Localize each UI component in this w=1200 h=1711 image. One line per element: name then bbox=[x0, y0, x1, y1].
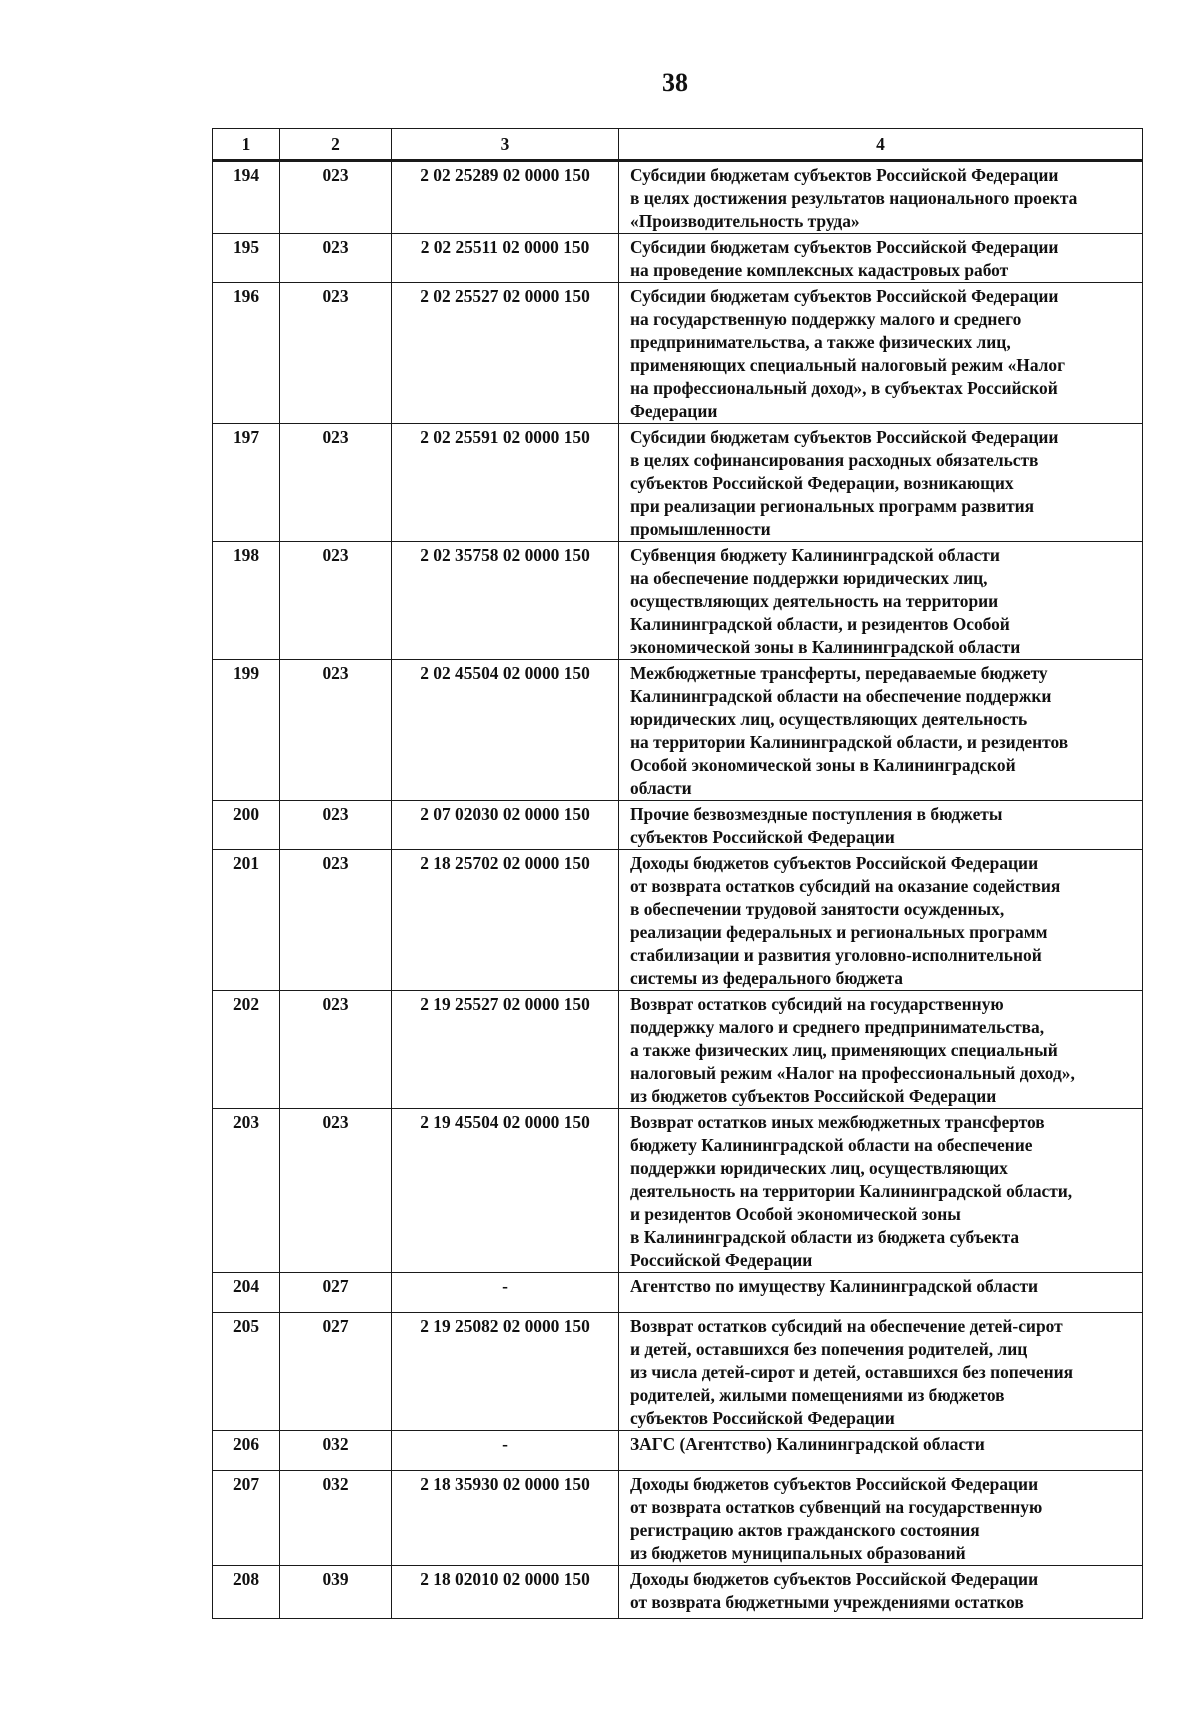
description-line: из бюджетов субъектов Российской Федерации bbox=[630, 1086, 997, 1106]
description-line: родителей, жилыми помещениями из бюджетов bbox=[630, 1385, 1005, 1405]
description-line: предпринимательства, а также физических лиц, bbox=[630, 332, 1011, 352]
table-row bbox=[213, 850, 1143, 991]
description-line: поддержку малого и среднего предпринимательства, bbox=[630, 1017, 1045, 1037]
revenue-code-cell: 2 02 25511 02 0000 150 bbox=[392, 234, 619, 283]
description-line: применяющих специальный налоговый режим «Налог bbox=[630, 355, 1066, 375]
description-line: Межбюджетные трансферты, передаваемые бюджету bbox=[630, 663, 1048, 683]
description-line: Доходы бюджетов субъектов Российской Федерации bbox=[630, 1474, 1039, 1494]
description-line: налоговый режим «Налог на профессиональный доход», bbox=[630, 1063, 1075, 1083]
description-line: Калининградской области на обеспечение поддержки bbox=[630, 686, 1052, 706]
table-row bbox=[213, 660, 1143, 801]
description-line: Калининградской области, и резидентов Особой bbox=[630, 614, 1010, 634]
admin-code-cell: 023 bbox=[280, 542, 392, 660]
description-line: «Производительность труда» bbox=[630, 211, 860, 231]
row-number-cell: 198 bbox=[213, 542, 280, 660]
description-cell bbox=[619, 424, 1143, 542]
column-header-1: 1 bbox=[213, 129, 280, 161]
admin-code-cell: 039 bbox=[280, 1566, 392, 1619]
description-line: на проведение комплексных кадастровых работ bbox=[630, 260, 1009, 280]
admin-code-cell: 027 bbox=[280, 1313, 392, 1431]
revenue-code-cell: 2 07 02030 02 0000 150 bbox=[392, 801, 619, 850]
admin-code-cell: 023 bbox=[280, 850, 392, 991]
description-line: на профессиональный доход», в субъектах Российской bbox=[630, 378, 1058, 398]
column-header-3: 3 bbox=[392, 129, 619, 161]
description-line: Субвенция бюджету Калининградской области bbox=[630, 545, 1000, 565]
description-line: субъектов Российской Федерации, возникающих bbox=[630, 473, 1014, 493]
table-row bbox=[213, 1471, 1143, 1566]
description-line: Субсидии бюджетам субъектов Российской Федерации bbox=[630, 427, 1059, 447]
description-cell bbox=[619, 283, 1143, 424]
description-line: Возврат остатков субсидий на обеспечение детей-сирот bbox=[630, 1316, 1063, 1336]
description-cell bbox=[619, 1566, 1143, 1619]
admin-code-cell: 023 bbox=[280, 283, 392, 424]
revenue-code-cell: 2 02 35758 02 0000 150 bbox=[392, 542, 619, 660]
table-row bbox=[213, 1313, 1143, 1431]
table-header bbox=[213, 129, 1143, 161]
description-line: из числа детей-сирот и детей, оставшихся без попечения bbox=[630, 1362, 1074, 1382]
description-cell bbox=[619, 1109, 1143, 1273]
description-line: Субсидии бюджетам субъектов Российской Федерации bbox=[630, 165, 1059, 185]
description-line: от возврата остатков субвенций на государственную bbox=[630, 1497, 1043, 1517]
description-cell bbox=[619, 660, 1143, 801]
admin-code-cell: 023 bbox=[280, 1109, 392, 1273]
description-line: юридических лиц, осуществляющих деятельность bbox=[630, 709, 1028, 729]
description-line: при реализации региональных программ развития bbox=[630, 496, 1035, 516]
row-number-cell: 204 bbox=[213, 1273, 280, 1313]
description-line: субъектов Российской Федерации bbox=[630, 827, 895, 847]
description-line: в обеспечении трудовой занятости осужденных, bbox=[630, 899, 1005, 919]
row-number-cell: 202 bbox=[213, 991, 280, 1109]
page-number: 38 bbox=[662, 68, 688, 97]
admin-code-cell: 032 bbox=[280, 1471, 392, 1566]
description-cell bbox=[619, 1471, 1143, 1566]
description-line: Российской Федерации bbox=[630, 1250, 813, 1270]
description-line: от возврата остатков субсидий на оказание содействия bbox=[630, 876, 1061, 896]
table-row bbox=[213, 991, 1143, 1109]
description-cell bbox=[619, 1431, 1143, 1471]
revenue-code-cell: 2 18 35930 02 0000 150 bbox=[392, 1471, 619, 1566]
row-number-cell: 196 bbox=[213, 283, 280, 424]
description-cell bbox=[619, 850, 1143, 991]
admin-code-cell: 023 bbox=[280, 234, 392, 283]
description-line: стабилизации и развития уголовно-исполнительной bbox=[630, 945, 1042, 965]
row-number-cell: 207 bbox=[213, 1471, 280, 1566]
description-cell bbox=[619, 234, 1143, 283]
revenue-code-cell: 2 19 25082 02 0000 150 bbox=[392, 1313, 619, 1431]
description-line: промышленности bbox=[630, 519, 771, 539]
description-line: ЗАГС (Агентство) Калининградской области bbox=[630, 1434, 985, 1454]
description-cell bbox=[619, 161, 1143, 234]
description-line: от возврата бюджетными учреждениями остатков bbox=[630, 1592, 1024, 1612]
revenue-code-cell: 2 19 25527 02 0000 150 bbox=[392, 991, 619, 1109]
table-row bbox=[213, 234, 1143, 283]
description-line: Федерации bbox=[630, 401, 718, 421]
description-cell bbox=[619, 991, 1143, 1109]
description-cell bbox=[619, 1313, 1143, 1431]
description-line: осуществляющих деятельность на территории bbox=[630, 591, 999, 611]
description-line: Субсидии бюджетам субъектов Российской Федерации bbox=[630, 286, 1059, 306]
revenue-code-cell: 2 18 25702 02 0000 150 bbox=[392, 850, 619, 991]
row-number-cell: 201 bbox=[213, 850, 280, 991]
description-line: реализации федеральных и региональных программ bbox=[630, 922, 1048, 942]
revenue-code-cell: 2 02 45504 02 0000 150 bbox=[392, 660, 619, 801]
row-number-cell: 199 bbox=[213, 660, 280, 801]
description-line: Прочие безвозмездные поступления в бюджеты bbox=[630, 804, 1003, 824]
description-line: в целях достижения результатов национального проекта bbox=[630, 188, 1078, 208]
description-line: Субсидии бюджетам субъектов Российской Федерации bbox=[630, 237, 1059, 257]
row-number-cell: 208 bbox=[213, 1566, 280, 1619]
revenue-code-cell: 2 02 25289 02 0000 150 bbox=[392, 161, 619, 234]
description-line: в целях софинансирования расходных обязательств bbox=[630, 450, 1039, 470]
row-number-cell: 205 bbox=[213, 1313, 280, 1431]
table-row bbox=[213, 542, 1143, 660]
revenue-code-cell: 2 19 45504 02 0000 150 bbox=[392, 1109, 619, 1273]
description-line: в Калининградской области из бюджета субъекта bbox=[630, 1227, 1020, 1247]
table-row bbox=[213, 424, 1143, 542]
admin-code-cell: 027 bbox=[280, 1273, 392, 1313]
description-line: Доходы бюджетов субъектов Российской Федерации bbox=[630, 1569, 1039, 1589]
row-number-cell: 200 bbox=[213, 801, 280, 850]
description-line: субъектов Российской Федерации bbox=[630, 1408, 895, 1428]
revenue-code-cell: 2 02 25591 02 0000 150 bbox=[392, 424, 619, 542]
description-line: Возврат остатков иных межбюджетных трансфертов bbox=[630, 1112, 1045, 1132]
description-line: деятельность на территории Калининградской области, bbox=[630, 1181, 1073, 1201]
table-body bbox=[213, 161, 1143, 1619]
revenue-code-cell: 2 02 25527 02 0000 150 bbox=[392, 283, 619, 424]
admin-code-cell: 023 bbox=[280, 660, 392, 801]
table-row bbox=[213, 801, 1143, 850]
description-line: на государственную поддержку малого и среднего bbox=[630, 309, 1022, 329]
revenue-table bbox=[212, 128, 1143, 1619]
row-number-cell: 203 bbox=[213, 1109, 280, 1273]
row-number-cell: 195 bbox=[213, 234, 280, 283]
row-number-cell: 197 bbox=[213, 424, 280, 542]
description-line: из бюджетов муниципальных образований bbox=[630, 1543, 966, 1563]
table-row bbox=[213, 1431, 1143, 1471]
header-row bbox=[213, 129, 1143, 161]
description-line: на обеспечение поддержки юридических лиц, bbox=[630, 568, 988, 588]
description-line: Особой экономической зоны в Калининградской bbox=[630, 755, 1016, 775]
description-line: и резидентов Особой экономической зоны bbox=[630, 1204, 961, 1224]
table-row bbox=[213, 1566, 1143, 1619]
description-line: Возврат остатков субсидий на государственную bbox=[630, 994, 1004, 1014]
admin-code-cell: 023 bbox=[280, 991, 392, 1109]
revenue-code-cell: 2 18 02010 02 0000 150 bbox=[392, 1566, 619, 1619]
admin-code-cell: 023 bbox=[280, 801, 392, 850]
description-line: Доходы бюджетов субъектов Российской Федерации bbox=[630, 853, 1039, 873]
description-line: Агентство по имуществу Калининградской области bbox=[630, 1276, 1039, 1296]
admin-code-cell: 032 bbox=[280, 1431, 392, 1471]
description-line: области bbox=[630, 778, 692, 798]
table-row bbox=[213, 283, 1143, 424]
row-number-cell: 206 bbox=[213, 1431, 280, 1471]
description-line: экономической зоны в Калининградской области bbox=[630, 637, 1021, 657]
description-cell bbox=[619, 801, 1143, 850]
description-line: системы из федерального бюджета bbox=[630, 968, 903, 988]
column-header-2: 2 bbox=[280, 129, 392, 161]
description-line: поддержки юридических лиц, осуществляющих bbox=[630, 1158, 1008, 1178]
table-row bbox=[213, 1109, 1143, 1273]
column-header-4: 4 bbox=[619, 129, 1143, 161]
description-line: и детей, оставшихся без попечения родителей, лиц bbox=[630, 1339, 1028, 1359]
table-row bbox=[213, 161, 1143, 234]
revenue-code-cell: - bbox=[392, 1431, 619, 1471]
admin-code-cell: 023 bbox=[280, 161, 392, 234]
description-line: а также физических лиц, применяющих специальный bbox=[630, 1040, 1058, 1060]
revenue-code-cell: - bbox=[392, 1273, 619, 1313]
table-row bbox=[213, 1273, 1143, 1313]
description-cell bbox=[619, 1273, 1143, 1313]
description-cell bbox=[619, 542, 1143, 660]
description-line: регистрацию актов гражданского состояния bbox=[630, 1520, 980, 1540]
description-line: на территории Калининградской области, и резидентов bbox=[630, 732, 1069, 752]
row-number-cell: 194 bbox=[213, 161, 280, 234]
admin-code-cell: 023 bbox=[280, 424, 392, 542]
description-line: бюджету Калининградской области на обеспечение bbox=[630, 1135, 1033, 1155]
